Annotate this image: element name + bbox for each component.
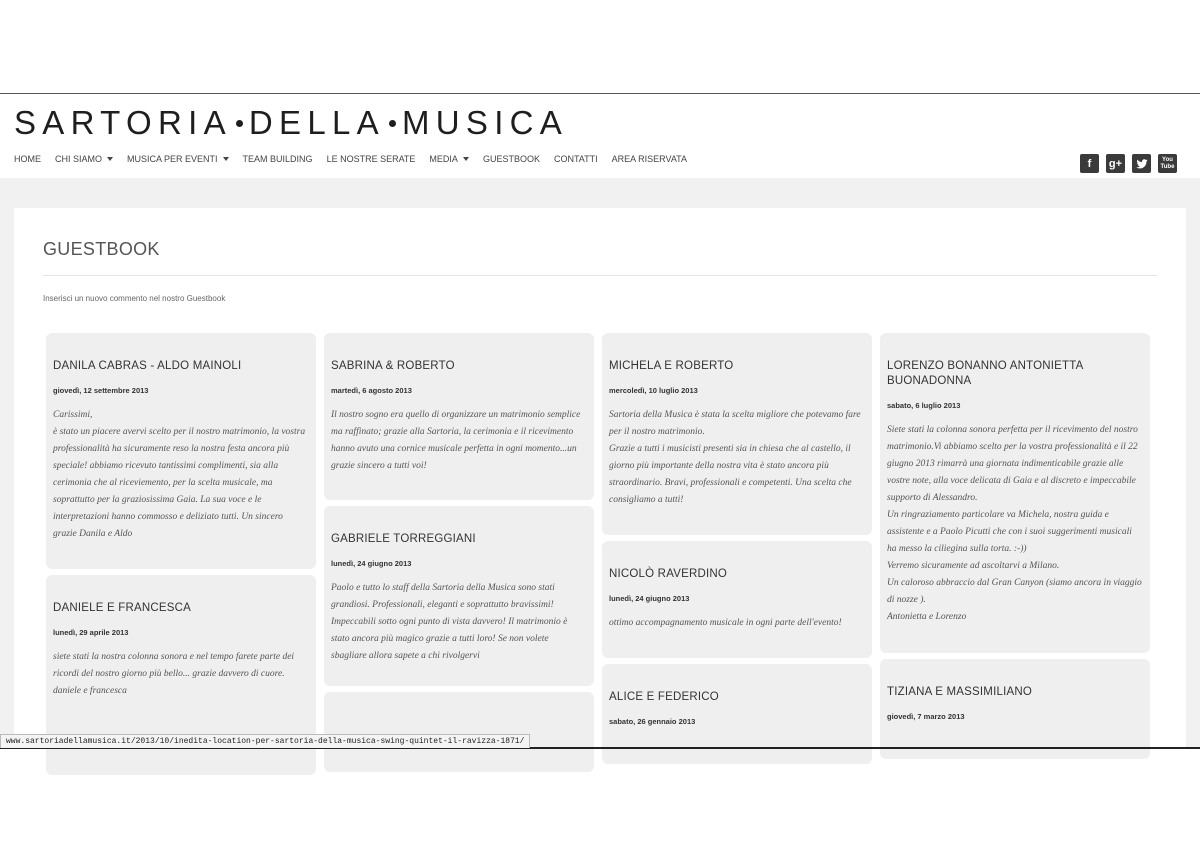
social-glyph: f (1087, 157, 1092, 170)
entry-author: GABRIELE TORREGGIANI (331, 533, 476, 545)
entry-date: giovedì, 7 marzo 2013 (887, 712, 965, 721)
social-glyph: g+ (1108, 157, 1123, 170)
entry-date: lunedì, 24 giugno 2013 (609, 594, 690, 603)
entry-author: ALICE E FEDERICO (609, 691, 719, 703)
nav-item-chi-siamo[interactable] (55, 154, 113, 164)
entry-date: giovedì, 12 settembre 2013 (53, 386, 149, 395)
facebook-icon[interactable] (1080, 154, 1099, 173)
entry-message: Paolo e tutto lo staff della Sartoria della Musica sono stati grandiosi. Professionali, eleganti e soprattutto bravissimi! Impeccabili sotto ogni punto di vista davvero! Il matrimonio è stato ancora più magico grazie a tutti loro! Se non volete sbagliare allora sapete a chi rivolgervi (331, 583, 568, 661)
entry-author: SABRINA & ROBERTO (331, 360, 455, 372)
nav-item-label: CHI SIAMO (55, 154, 103, 164)
logo-dot (236, 120, 243, 127)
nav-item-le-nostre-serate[interactable] (327, 154, 416, 164)
entry-message: Sartoria della Musica è stata la scelta migliore che potevamo fare per il nostro matrimonio. Grazie a tutti i musicisti presenti sia in chiesa che al castello, il giorno più importante della nostra vita è stato ancora più straordinario. Bravi, professionali e competenti. Una scelta che consigliamo a tutti! (609, 410, 861, 505)
entry-message: siete stati la nostra colonna sonora e nel tempo farete parte dei ricordi del nostro giorno più bello... grazie davvero di cuore. daniele e francesca (53, 652, 295, 696)
nav-item-media[interactable] (429, 154, 469, 164)
nav-item-label: GUESTBOOK (482, 154, 540, 164)
entry-message: ottimo accompagnamento musicale in ogni parte dell'evento! (609, 618, 842, 628)
guestbook-entry (880, 659, 1150, 759)
logo-dot (389, 120, 396, 127)
entry-author: DANIELE E FRANCESCA (53, 602, 191, 614)
guestbook-column-2 (324, 333, 594, 778)
entry-author: MICHELA E ROBERTO (609, 360, 734, 372)
guestbook-column-4 (880, 333, 1150, 765)
logo-word: DELLA (248, 104, 385, 141)
google-plus-icon[interactable] (1106, 154, 1125, 173)
nav-item-musica-per-eventi[interactable] (127, 154, 229, 164)
entry-message: Siete stati la colonna sonora perfetta per il ricevimento del nostro matrimonio.Vi abbiamo scelto per la vostra professionalità e il 22 giugno 2013 rimarrà una giornata indimenticabile grazie alle vostre note, alla voce delicata di Gaia e al discreto e impeccabile supporto di Alessandro. Un ringraziamento particolare va Michela, nostra guida e assistente e a Paolo Picutti che con i suoi suggerimenti musicali ha messo la ciliegina sulla torta. :-)) Verremo sicuramente ad ascoltarvi a Milano. Un caloroso abbraccio dal Gran Canyon (siamo ancora in viaggio di nozze ). Antonietta e Lorenzo (887, 425, 1142, 622)
nav-item-label: LE NOSTRE SERATE (326, 154, 416, 164)
nav-item-contatti[interactable] (554, 154, 598, 164)
entry-date: lunedì, 24 giugno 2013 (331, 559, 412, 568)
entry-author: TIZIANA E MASSIMILIANO (887, 686, 1032, 698)
nav-item-guestbook[interactable] (483, 154, 540, 164)
caret-down-icon (107, 157, 113, 161)
entry-message: Il nostro sogno era quello di organizzare un matrimonio semplice ma raffinato; grazie alla Sartoria, la cerimonia e il ricevimento hanno avuto una cornice musicale perfetta in ogni momento...un grazie sincero a tutti voi! (331, 410, 581, 471)
entry-author: NICOLÒ RAVERDINO (609, 568, 728, 580)
nav-item-home[interactable] (14, 154, 41, 164)
guestbook-entry (324, 692, 594, 772)
entry-date: martedì, 6 agosto 2013 (331, 386, 412, 395)
nav-item-label: MEDIA (429, 154, 458, 164)
nav-item-team-building[interactable] (243, 154, 313, 164)
title-divider (43, 275, 1157, 276)
entry-date: sabato, 6 luglio 2013 (887, 401, 961, 410)
caret-down-icon (463, 157, 469, 161)
guestbook-column-3 (602, 333, 872, 770)
nav-item-label: HOME (14, 154, 41, 164)
nav-item-area-riservata[interactable] (612, 154, 687, 164)
social-links (1080, 154, 1177, 173)
nav-item-label: CONTATTI (553, 154, 598, 164)
status-bar-url: www.sartoriadellamusica.it/2013/10/inedita-location-per-sartoria-della-musica-swing-quintet-il-ravizza-1871/ (0, 734, 530, 748)
entry-author: LORENZO BONANNO ANTONIETTA BUONADONNA (887, 360, 1083, 387)
logo-word: SARTORIA (14, 104, 232, 141)
guestbook-entry (602, 664, 872, 764)
nav-item-label: TEAM BUILDING (242, 154, 313, 164)
youtube-icon[interactable] (1158, 154, 1177, 173)
logo-word: MUSICA (401, 104, 569, 141)
social-glyph: You Tube (1160, 156, 1175, 170)
guestbook-column-1 (46, 333, 316, 781)
entry-date: mercoledì, 10 luglio 2013 (609, 386, 698, 395)
guestbook-entry (324, 333, 594, 500)
guestbook-entry (324, 506, 594, 686)
site-logo[interactable] (14, 104, 568, 142)
guestbook-entry (46, 333, 316, 569)
main-nav (14, 154, 701, 164)
nav-item-label: MUSICA PER EVENTI (127, 154, 218, 164)
guestbook-entry (880, 333, 1150, 653)
entry-author: DANILA CABRAS - ALDO MAINOLI (53, 360, 242, 372)
caret-down-icon (223, 157, 229, 161)
twitter-icon[interactable] (1132, 154, 1151, 173)
guestbook-entry (602, 541, 872, 658)
entry-date: sabato, 26 gennaio 2013 (609, 717, 696, 726)
nav-item-label: AREA RISERVATA (611, 154, 687, 164)
page-title: GUESTBOOK (43, 239, 160, 259)
guestbook-entry (602, 333, 872, 535)
add-comment-link[interactable]: Inserisci un nuovo commento nel nostro Guestbook (43, 294, 226, 303)
entry-message: Carissimi, è stato un piacere avervi scelto per il nostro matrimonio, la vostra professionalità ha sicuramente reso la nostra festa ancora più speciale! abbiamo ricevuto tantissimi complimenti, sia alla cerimonia che al riceviemento, per la scelta musicale, ma soprattutto per la graziosissima Gaia. La sua voce e le interpretazioni hanno commosso e deliziato tutti. Un sincero grazie Danila e Aldo (53, 410, 306, 539)
entry-date: lunedì, 29 aprile 2013 (53, 628, 129, 637)
